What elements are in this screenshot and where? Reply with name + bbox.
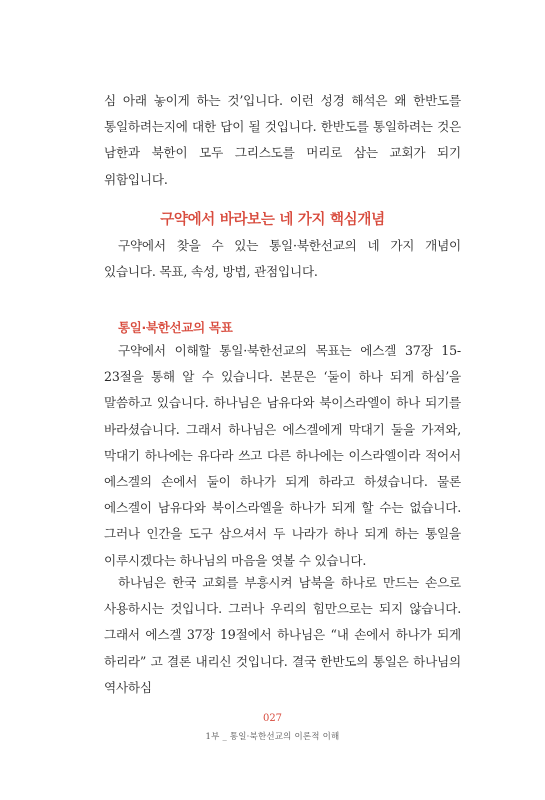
page-number: 027 — [262, 713, 283, 724]
paragraph-hand: 하나님은 한국 교회를 부흥시켜 남북을 하나로 만드는 손으로 사용하시는 것입니다. 그러나 우리의 힘만으로는 되지 않습니다. 그래서 에스겔 37장 19절에서 하나님은 “내 손에서 하나가 되게 하리라” 고 결론 내리신 것입니다. 결국 한반도의 통일은 하나님의 역사하심 — [104, 575, 461, 695]
section-title: 구약에서 바라보는 네 가지 핵심개념 — [160, 212, 385, 228]
subsection-title: 통일·북한선교의 목표 — [118, 320, 233, 335]
paragraph-continued: 심 아래 놓이게 하는 것’입니다. 이런 성경 해석은 왜 한반도를 통일하려는지에 대한 답이 될 것입니다. 한반도를 통일하려는 것은 남한과 북한이 모두 그리스도를 머리로 삼는 교회가 되기 위함입니다. — [104, 93, 461, 187]
paragraph-intro: 구약에서 찾을 수 있는 통일·북한선교의 네 가지 개념이 있습니다. 목표, 속성, 방법, 관점입니다. — [104, 238, 461, 280]
running-footer: 1부 _ 통일·북한선교의 이론적 이해 — [205, 732, 340, 742]
paragraph-goal: 구약에서 이해할 통일·북한선교의 목표는 에스겔 37장 15-23절을 통해 알 수 있습니다. 본문은 ‘둘이 하나 되게 하심’을 말씀하고 있습니다. 하나님은 남유다와 북이스라엘이 하나 되기를 바라셨습니다. 그래서 하나님은 에스겔에게 막대기 둘을 가져와, 막대기 하나에는 유다라 쓰고 다른 하나에는 이스라엘이라 적어서 에스겔의 손에서 둘이 하나가 되게 하라고 하셨습니다. 물론 에스겔이 남유다와 북이스라엘을 하나가 되게 할 수는 없습니다. 그러나 인간을 도구 삼으셔서 두 나라가 하나 되게 하는 통일을 이루시겠다는 하나님의 마음을 엿볼 수 있습니다. — [104, 343, 461, 568]
